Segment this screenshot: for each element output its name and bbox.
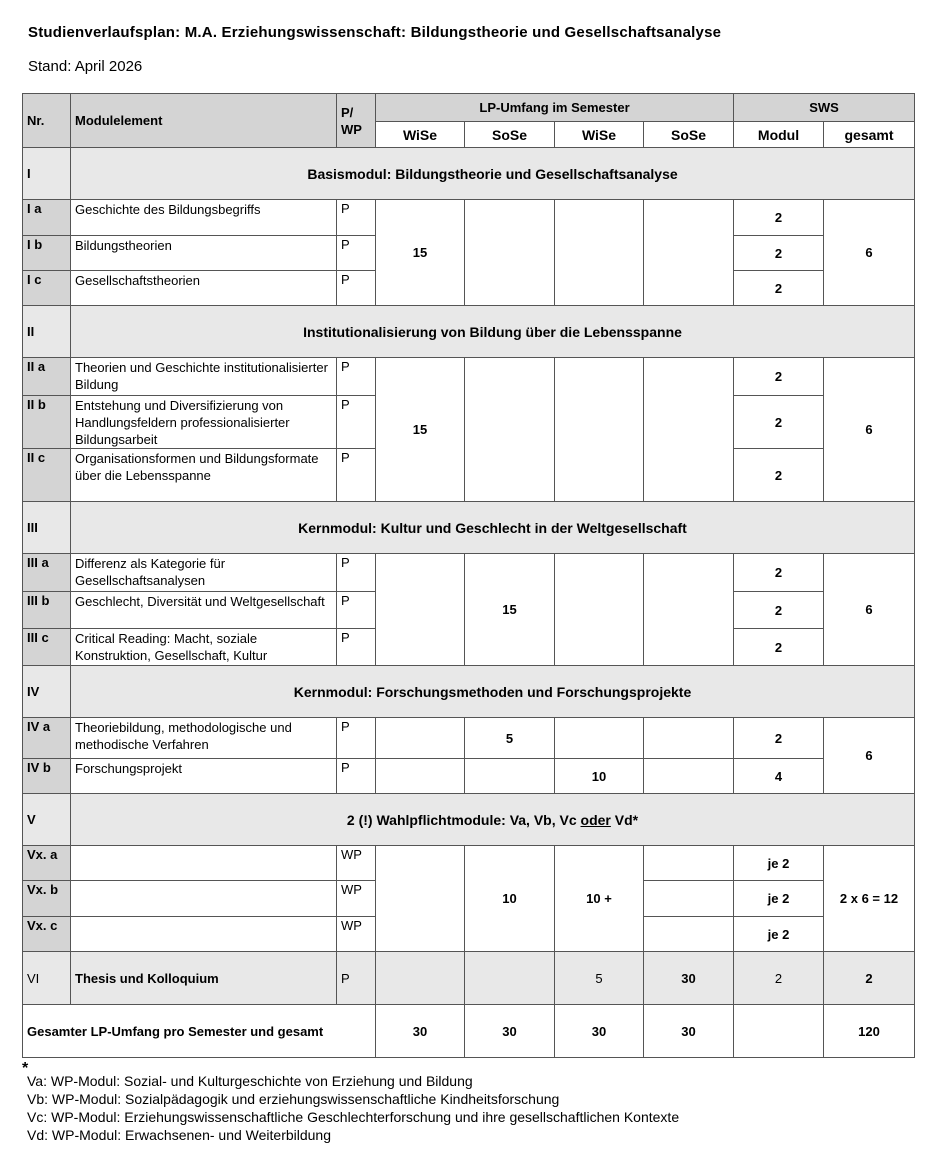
- section-nr: IV: [23, 666, 71, 718]
- lp-wise2: 10: [555, 759, 644, 794]
- sws-modul: 2: [734, 396, 824, 449]
- thesis-lp-sose1: [465, 952, 555, 1005]
- sws-gesamt: 6: [824, 200, 915, 306]
- row-element: Entstehung und Diversifizierung von Handlungsfeldern professionalisierter Bildungsarbeit: [71, 396, 337, 449]
- row-element: [71, 881, 337, 917]
- sws-modul: 2: [734, 592, 824, 629]
- header-sem2: SoSe: [465, 122, 555, 148]
- row-nr: III c: [23, 629, 71, 666]
- row-nr: Vx. c: [23, 917, 71, 952]
- section-nr: V: [23, 794, 71, 846]
- row-element: Differenz als Kategorie für Gesellschaftsanalysen: [71, 554, 337, 592]
- section-title: Kernmodul: Kultur und Geschlecht in der Weltgesellschaft: [71, 502, 915, 554]
- row-nr: I a: [23, 200, 71, 236]
- totals-row: [23, 1005, 915, 1058]
- row-element: Bildungstheorien: [71, 236, 337, 271]
- lp-sose2: [644, 358, 734, 502]
- section-nr: II: [23, 306, 71, 358]
- totals-sose2: 30: [644, 1005, 734, 1058]
- header-sem1: WiSe: [376, 122, 465, 148]
- thesis-type: P: [337, 952, 376, 1005]
- lp-wise1: [376, 718, 465, 759]
- section-row: [23, 666, 915, 718]
- lp-wise1: [376, 846, 465, 952]
- thesis-nr: VI: [23, 952, 71, 1005]
- row-element: Geschlecht, Diversität und Weltgesellschaft: [71, 592, 337, 629]
- lp-sose1: [465, 759, 555, 794]
- lp-sose2: [644, 554, 734, 666]
- header-sws-modul: Modul: [734, 122, 824, 148]
- lp-wise2: [555, 718, 644, 759]
- section-row: [23, 794, 915, 846]
- totals-label: Gesamter LP-Umfang pro Semester und gesamt: [23, 1005, 376, 1058]
- row-element: Gesellschaftstheorien: [71, 271, 337, 306]
- row-nr: Vx. b: [23, 881, 71, 917]
- sws-modul: 4: [734, 759, 824, 794]
- totals-wise1: 30: [376, 1005, 465, 1058]
- totals-sose1: 30: [465, 1005, 555, 1058]
- lp-sose1: 15: [465, 554, 555, 666]
- footnote-line: Vb: WP-Modul: Sozialpädagogik und erziehungswissenschaftliche Kindheitsforschung: [27, 1091, 560, 1107]
- section-title-post: Vd*: [610, 811, 639, 828]
- section-title-underlined: oder: [580, 811, 611, 828]
- header-pwp-line1: P/: [341, 104, 354, 120]
- thesis-lp-wise1: [376, 952, 465, 1005]
- header-sws-gesamt: gesamt: [824, 122, 915, 148]
- footnote-line: Vd: WP-Modul: Erwachsenen- und Weiterbildung: [27, 1127, 332, 1143]
- row-nr: I b: [23, 236, 71, 271]
- section-title: Basismodul: Bildungstheorie und Gesellschaftsanalyse: [71, 148, 915, 200]
- row-type: P: [337, 200, 376, 236]
- row-type: P: [337, 449, 376, 502]
- section-row: [23, 306, 915, 358]
- lp-sose1: [465, 358, 555, 502]
- thesis-lp-wise2: 5: [555, 952, 644, 1005]
- footnote-line: Vc: WP-Modul: Erziehungswissenschaftliche Geschlechterforschung und ihre gesellschaftlichen Kontexte: [27, 1109, 680, 1125]
- row-type: P: [337, 396, 376, 449]
- row-type: WP: [337, 917, 376, 952]
- lp-wise2: [555, 358, 644, 502]
- lp-sose1: [465, 200, 555, 306]
- sws-modul: 2: [734, 718, 824, 759]
- row-nr: II a: [23, 358, 71, 396]
- row-nr: I c: [23, 271, 71, 306]
- footnote-marker: *: [22, 1060, 29, 1077]
- sws-modul: 2: [734, 200, 824, 236]
- row-element: Organisationsformen und Bildungsformate über die Lebensspanne: [71, 449, 337, 502]
- thesis-row: [23, 952, 915, 1005]
- row-type: P: [337, 718, 376, 759]
- row-element: Forschungsprojekt: [71, 759, 337, 794]
- lp-sose2: [644, 200, 734, 306]
- thesis-sws-modul: 2: [734, 952, 824, 1005]
- row-nr: IV b: [23, 759, 71, 794]
- row-element: Theoriebildung, methodologische und methodische Verfahren: [71, 718, 337, 759]
- row-type: P: [337, 592, 376, 629]
- footnote-line: Va: WP-Modul: Sozial- und Kulturgeschichte von Erziehung und Bildung: [27, 1073, 473, 1089]
- lp-wise2: [555, 200, 644, 306]
- sws-modul: 2: [734, 358, 824, 396]
- row-type: P: [337, 759, 376, 794]
- header-sem3: WiSe: [555, 122, 644, 148]
- row-type: P: [337, 271, 376, 306]
- lp-wise1: [376, 759, 465, 794]
- row-type: P: [337, 236, 376, 271]
- study-plan-table: [22, 93, 915, 1058]
- row-type: P: [337, 554, 376, 592]
- row-type: WP: [337, 881, 376, 917]
- row-type: P: [337, 358, 376, 396]
- lp-wise1: 15: [376, 200, 465, 306]
- sws-modul: 2: [734, 629, 824, 666]
- header-modulelement: Modulelement: [71, 94, 337, 148]
- header-nr: Nr.: [23, 94, 71, 148]
- header-sem4: SoSe: [644, 122, 734, 148]
- lp-wise1: 15: [376, 358, 465, 502]
- row-type: P: [337, 629, 376, 666]
- row-element: Theorien und Geschichte institutionalisierter Bildung: [71, 358, 337, 396]
- table-row: [23, 759, 915, 794]
- lp-sose2: [644, 881, 734, 917]
- row-nr: III b: [23, 592, 71, 629]
- lp-sose2: [644, 846, 734, 881]
- lp-wise2: [555, 554, 644, 666]
- section-row: [23, 502, 915, 554]
- sws-gesamt: 2 x 6 = 12: [824, 846, 915, 952]
- sws-gesamt: 6: [824, 358, 915, 502]
- sws-modul: je 2: [734, 846, 824, 881]
- table-row: [23, 718, 915, 759]
- footnote: [22, 1060, 679, 1144]
- section-title: Institutionalisierung von Bildung über die Lebensspanne: [71, 306, 915, 358]
- lp-sose2: [644, 759, 734, 794]
- row-nr: Vx. a: [23, 846, 71, 881]
- header-row-1: [23, 94, 915, 122]
- table-row: [23, 200, 915, 236]
- section-nr: I: [23, 148, 71, 200]
- sws-modul: je 2: [734, 917, 824, 952]
- header-sws-group: SWS: [734, 94, 915, 122]
- row-nr: IV a: [23, 718, 71, 759]
- totals-total: 120: [824, 1005, 915, 1058]
- header-pwp-line2: WP: [341, 121, 362, 137]
- row-element: [71, 846, 337, 881]
- thesis-lp-sose2: 30: [644, 952, 734, 1005]
- section-title: Kernmodul: Forschungsmethoden und Forschungsprojekte: [71, 666, 915, 718]
- section-nr: III: [23, 502, 71, 554]
- thesis-element: Thesis und Kolloquium: [71, 952, 337, 1005]
- totals-wise2: 30: [555, 1005, 644, 1058]
- sws-modul: 2: [734, 236, 824, 271]
- table-row: [23, 554, 915, 592]
- header-lp-group: LP-Umfang im Semester: [376, 94, 734, 122]
- lp-sose2: [644, 718, 734, 759]
- table-row: [23, 358, 915, 396]
- row-nr: III a: [23, 554, 71, 592]
- document-title: Studienverlaufsplan: M.A. Erziehungswissenschaft: Bildungstheorie und Gesellschaftsanalyse: [28, 24, 722, 41]
- lp-wise2: 10 +: [555, 846, 644, 952]
- row-element: Critical Reading: Macht, soziale Konstruktion, Gesellschaft, Kultur: [71, 629, 337, 666]
- header-pwp: [337, 94, 376, 148]
- sws-modul: 2: [734, 449, 824, 502]
- totals-sws-modul: [734, 1005, 824, 1058]
- sws-modul: 2: [734, 554, 824, 592]
- row-element: Geschichte des Bildungsbegriffs: [71, 200, 337, 236]
- lp-sose1: 5: [465, 718, 555, 759]
- table-row: [23, 846, 915, 881]
- section-title-pre: 2 (!) Wahlpflichtmodule: Va, Vb, Vc: [346, 811, 581, 828]
- lp-sose1: 10: [465, 846, 555, 952]
- row-type: WP: [337, 846, 376, 881]
- thesis-sws-gesamt: 2: [824, 952, 915, 1005]
- lp-sose2: [644, 917, 734, 952]
- document-date: Stand: April 2026: [28, 58, 143, 75]
- sws-modul: 2: [734, 271, 824, 306]
- sws-gesamt: 6: [824, 554, 915, 666]
- lp-wise1: [376, 554, 465, 666]
- row-element: [71, 917, 337, 952]
- sws-modul: je 2: [734, 881, 824, 917]
- section-row: [23, 148, 915, 200]
- row-nr: II c: [23, 449, 71, 502]
- section-title: [71, 794, 915, 846]
- row-nr: II b: [23, 396, 71, 449]
- sws-gesamt: 6: [824, 718, 915, 794]
